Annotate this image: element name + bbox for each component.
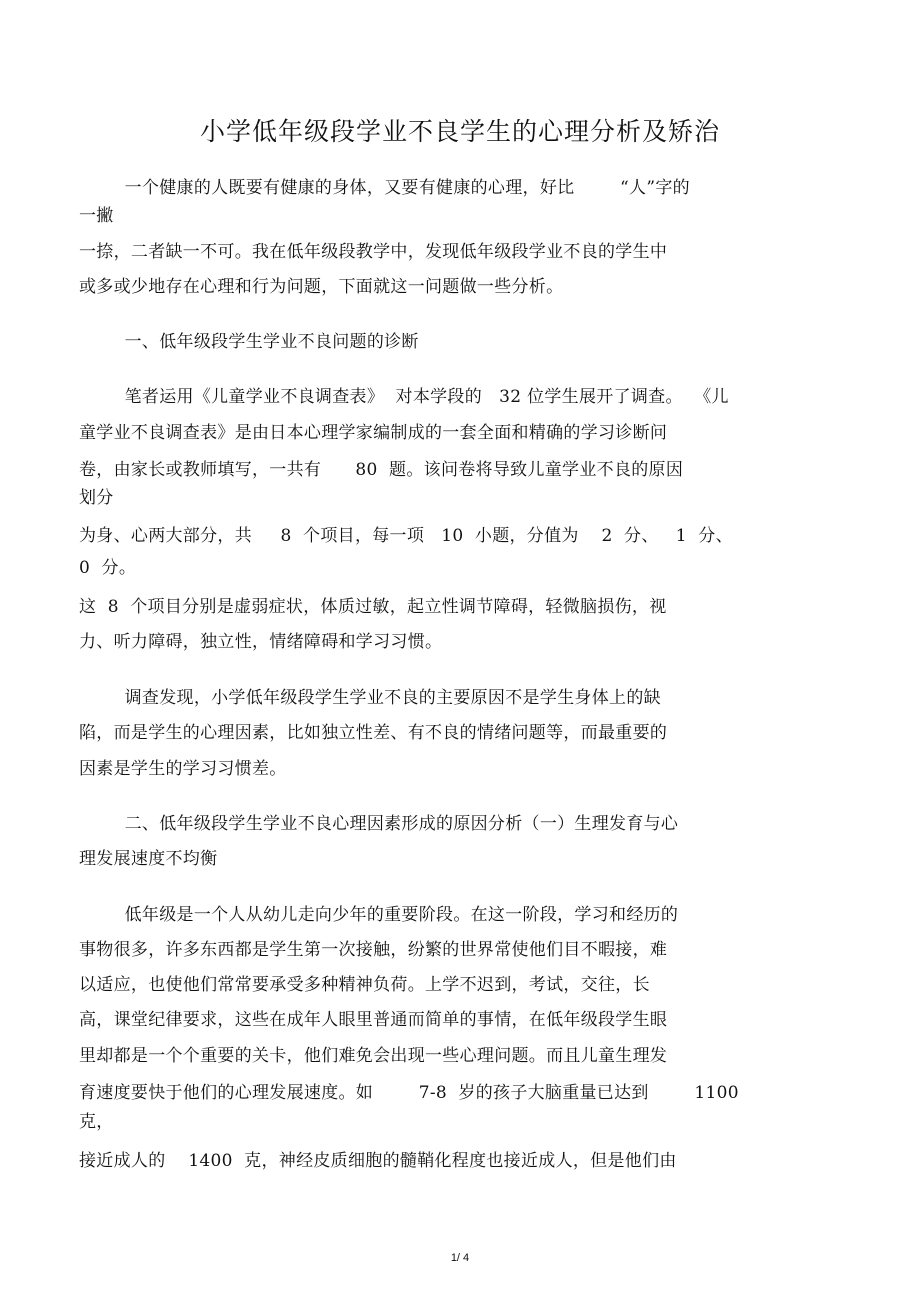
paragraph-line: 接近成人的 1400 克，神经皮质细胞的髓鞘化程度也接近成人，但是他们由	[79, 1151, 677, 1171]
paragraph-line: 这 8 个项目分别是虚弱症状，体质过敏，起立性调节障碍，轻微脑损伤，视	[79, 597, 667, 617]
paragraph-line: 卷，由家长或教师填写，一共有 80 题。该问卷将导致儿童学业不良的原因	[79, 460, 684, 480]
page-title: 小学低年级段学业不良学生的心理分析及矫治	[199, 117, 720, 146]
paragraph-line: 高，课堂纪律要求，这些在成年人眼里普通而简单的事情，在低年级段学生眼	[79, 1010, 668, 1030]
paragraph-line: 一捺，二者缺一不可。我在低年级段教学中，发现低年级段学业不良的学生中	[79, 242, 668, 262]
paragraph-line: 克，	[79, 1112, 114, 1132]
paragraph-line: 一撇	[79, 206, 114, 226]
paragraph-line: 0 分。	[79, 558, 137, 578]
section-heading: 一、低年级段学生学业不良问题的诊断	[79, 332, 419, 352]
section-heading: 理发展速度不均衡	[79, 849, 218, 869]
page-number: 1/ 4	[450, 1252, 470, 1264]
paragraph-line: 笔者运用《儿童学业不良调查表》 对本学段的 32 位学生展开了调查。 《儿	[79, 387, 729, 407]
paragraph-line: 因素是学生的学习习惯差。	[79, 759, 287, 779]
paragraph-line: 力、听力障碍，独立性，情绪障碍和学习习惯。	[79, 632, 443, 652]
paragraph-line: 或多或少地存在心理和行为问题，下面就这一问题做一些分析。	[79, 277, 564, 297]
paragraph-line: 低年级是一个人从幼儿走向少年的重要阶段。在这一阶段，学习和经历的	[79, 905, 679, 925]
section-heading: 二、低年级段学生学业不良心理因素形成的原因分析（一）生理发育与心	[79, 814, 679, 834]
paragraph-line: 事物很多，许多东西都是学生第一次接触，纷繁的世界常使他们目不暇接，难	[79, 940, 668, 960]
paragraph-line: 以适应，也使他们常常要承受多种精神负荷。上学不迟到，考试，交往，长	[79, 975, 650, 995]
paragraph-line: 育速度要快于他们的心理发展速度。如 7-8 岁的孩子大脑重量已达到 1100	[79, 1083, 739, 1103]
paragraph-line: 一个健康的人既要有健康的身体，又要有健康的心理，好比 “人”字的	[79, 178, 690, 198]
paragraph-line: 为身、心两大部分，共 8 个项目，每一项 10 小题，分值为 2 分、 1 分、	[79, 526, 733, 546]
paragraph-line: 里却都是一个个重要的关卡，他们难免会出现一些心理问题。而且儿童生理发	[79, 1046, 668, 1066]
paragraph-line: 童学业不良调查表》是由日本心理学家编制成的一套全面和精确的学习诊断问	[79, 423, 668, 443]
paragraph-line: 调查发现，小学低年级段学生学业不良的主要原因不是学生身体上的缺	[79, 688, 661, 708]
paragraph-line: 陷，而是学生的心理因素，比如独立性差、有不良的情绪问题等，而最重要的	[79, 723, 668, 743]
paragraph-line: 划分	[79, 488, 114, 508]
